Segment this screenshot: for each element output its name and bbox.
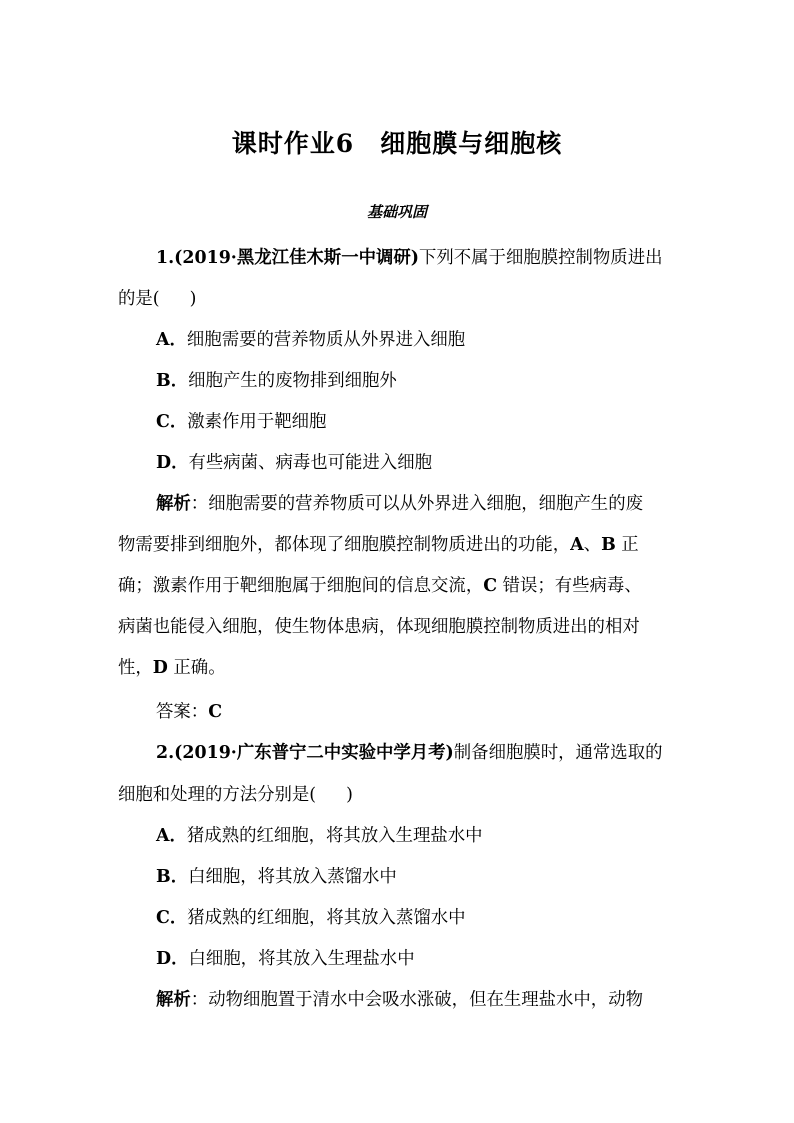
option-letter: D <box>156 949 172 969</box>
analysis-bold: B <box>601 535 616 555</box>
q1-analysis-line-1 <box>156 490 643 518</box>
question-stem-close: ) <box>189 289 197 309</box>
question-1-line-1 <box>156 244 662 272</box>
q1-analysis-line-5 <box>118 654 226 682</box>
separator: ： <box>190 494 209 514</box>
question-source: (2019·广东普宁二中实验中学月考) <box>174 743 454 763</box>
answer-value: C <box>208 702 223 722</box>
question-stem: 下列不属于细胞膜控制物质进出 <box>419 248 663 268</box>
separator: ． <box>170 867 189 887</box>
question-2-line-1 <box>156 739 662 767</box>
analysis-text: 病菌也能侵入细胞，使生物体患病，体现细胞膜控制物质进出的相对 <box>118 617 640 637</box>
option-letter: C <box>156 412 170 432</box>
separator: ． <box>170 371 189 391</box>
analysis-text: 物需要排到细胞外，都体现了细胞膜控制物质进出的功能， <box>118 535 571 555</box>
option-text: 白细胞，将其放入生理盐水中 <box>188 949 415 969</box>
separator: . <box>168 248 175 268</box>
question-number: 2 <box>156 743 169 763</box>
separator: . <box>168 743 175 763</box>
analysis-label: 解析 <box>156 494 191 514</box>
question-stem-cont: 细胞和处理的方法分别是( <box>118 785 317 805</box>
separator: ． <box>171 949 189 969</box>
option-text: 猪成熟的红细胞，将其放入蒸馏水中 <box>187 908 466 928</box>
separator: ． <box>169 826 187 846</box>
q1-option-b <box>156 367 397 395</box>
q2-option-a <box>156 822 483 850</box>
question-stem: 制备细胞膜时，通常选取的 <box>453 743 663 763</box>
option-text: 猪成熟的红细胞，将其放入生理盐水中 <box>186 826 483 846</box>
option-letter: B <box>156 867 171 887</box>
q1-analysis-line-3 <box>118 572 642 600</box>
question-source: (2019·黑龙江佳木斯一中调研) <box>174 248 419 268</box>
question-stem-cont: 的是( <box>118 289 160 309</box>
q2-analysis-line-1 <box>156 986 643 1014</box>
q2-option-b <box>156 863 397 891</box>
question-1-line-2 <box>118 285 196 313</box>
separator: ． <box>169 908 188 928</box>
analysis-bold: D <box>152 658 168 678</box>
separator: ： <box>190 702 209 722</box>
separator: ． <box>169 330 187 350</box>
option-letter: A <box>156 330 170 350</box>
analysis-text: 错误；有些病毒、 <box>497 576 642 596</box>
analysis-text: 正 <box>615 535 639 555</box>
q2-option-d <box>156 945 415 973</box>
analysis-text: 、 <box>583 535 602 555</box>
analysis-bold: C <box>483 576 498 596</box>
question-stem-close: ) <box>346 785 353 805</box>
analysis-text: 正确。 <box>167 658 226 678</box>
option-letter: A <box>156 826 170 846</box>
option-letter: D <box>156 453 172 473</box>
analysis-text: 性， <box>118 658 153 678</box>
option-text: 细胞产生的废物排到细胞外 <box>188 371 397 391</box>
answer-label: 答案 <box>156 702 191 722</box>
q1-answer <box>156 698 222 726</box>
analysis-bold: A <box>570 535 584 555</box>
option-text: 激素作用于靶细胞 <box>187 412 327 432</box>
analysis-text: 细胞需要的营养物质可以从外界进入细胞，细胞产生的废 <box>208 494 643 514</box>
q2-option-c <box>156 904 466 932</box>
q1-option-c <box>156 408 326 436</box>
separator: ． <box>169 412 188 432</box>
option-letter: B <box>156 371 171 391</box>
q1-option-d <box>156 449 432 477</box>
q1-analysis-line-4 <box>118 613 640 641</box>
section-heading: 基础巩固 <box>366 203 427 221</box>
q1-option-a <box>156 326 465 354</box>
option-text: 白细胞，将其放入蒸馏水中 <box>188 867 397 887</box>
option-text: 有些病菌、病毒也可能进入细胞 <box>188 453 432 473</box>
analysis-text: 动物细胞置于清水中会吸水涨破，但在生理盐水中，动物 <box>208 990 643 1010</box>
question-2-line-2 <box>118 781 353 809</box>
question-number: 1 <box>156 248 169 268</box>
page-title: 课时作业6 细胞膜与细胞核 <box>231 129 563 158</box>
separator: ． <box>171 453 189 473</box>
q1-analysis-line-2 <box>118 531 639 559</box>
analysis-text: 确；激素作用于靶细胞属于细胞间的信息交流， <box>118 576 484 596</box>
separator: ： <box>190 990 209 1010</box>
analysis-label: 解析 <box>156 990 191 1010</box>
option-letter: C <box>156 908 170 928</box>
option-text: 细胞需要的营养物质从外界进入细胞 <box>186 330 466 350</box>
